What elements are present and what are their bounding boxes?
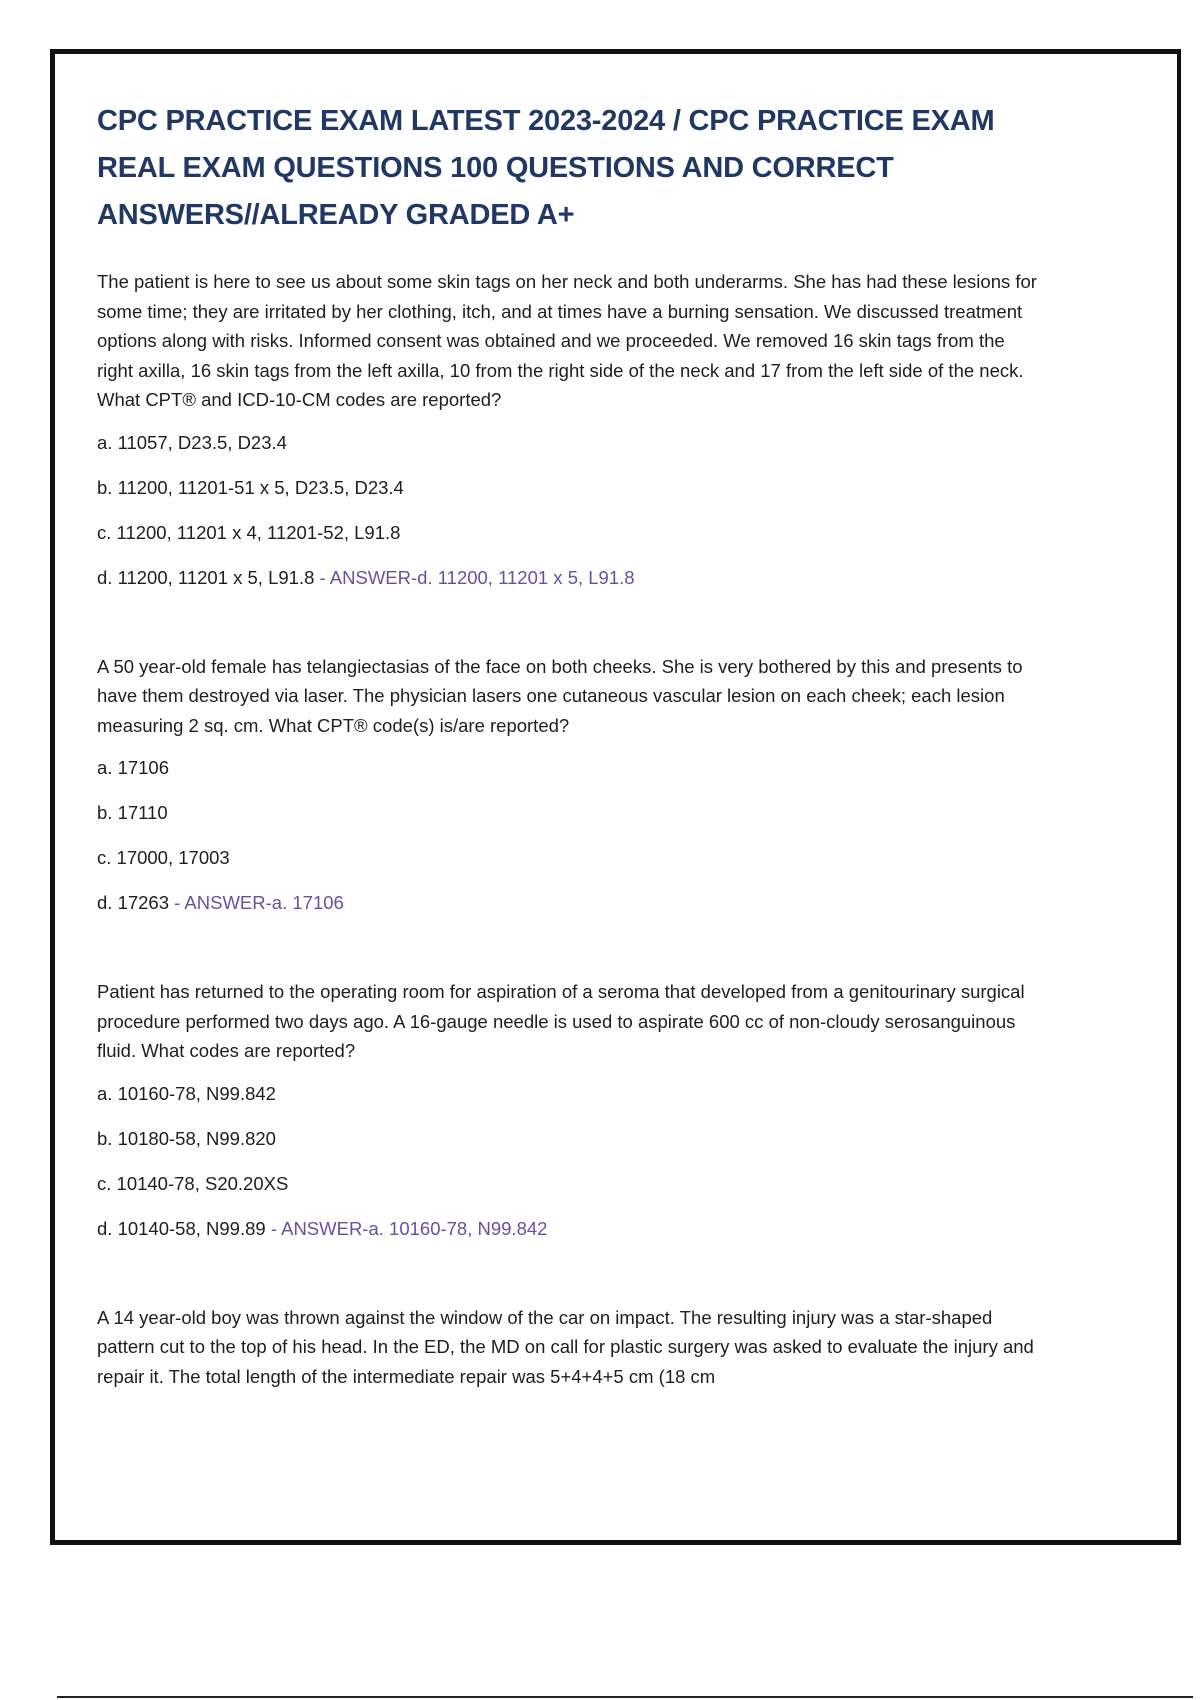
question-3 <box>97 977 1037 1240</box>
footer-divider <box>57 1696 1193 1698</box>
question-text: A 14 year-old boy was thrown against the window of the car on impact. The resulting injury was a star-shaped pattern cut to the top of his head. In the ED, the MD on call for plastic surgery was asked to evaluate the injury and repair it. The total length of the intermediate repair was 5+4+4+5 cm (18 cm <box>97 1306 1034 1387</box>
question-2 <box>97 652 1037 915</box>
option-d <box>97 566 1037 589</box>
option-d <box>97 891 1037 914</box>
document-title: CPC PRACTICE EXAM LATEST 2023-2024 / CPC PRACTICE EXAM REAL EXAM QUESTIONS 100 QUESTIONS AND CORRECT ANSWERS//ALREADY GRADED A+ <box>97 105 995 231</box>
answer-text: - ANSWER-a. 10160-78, N99.842 <box>270 1217 548 1239</box>
option-b: b. 17110 <box>97 802 168 823</box>
answer-text: - ANSWER-d. 11200, 11201 x 5, L91.8 <box>319 566 635 588</box>
option-c: c. 17000, 17003 <box>97 847 230 868</box>
option-a: a. 11057, D23.5, D23.4 <box>97 431 287 453</box>
option-c: c. 11200, 11201 x 4, 11201-52, L91.8 <box>97 521 401 543</box>
question-text: The patient is here to see us about some skin tags on her neck and both underarms. She has had these lesions for some time; they are irritated by her clothing, itch, and at times have a burning sensation. We discussed treatment options along with risks. Informed consent was obtained and we proceeded. We removed 16 skin tags from the right axilla, 16 skin tags from the left axilla, 10 from the right side of the neck and 17 from the left side of the neck. What CPT® and ICD-10-CM codes are reported? <box>97 271 1037 410</box>
spacer <box>97 1240 1037 1303</box>
question-text: Patient has returned to the operating room for aspiration of a seroma that developed from a genitourinary surgical procedure performed two days ago. A 16-gauge needle is used to aspirate 600 cc of non-cloudy serosanguinous fluid. What codes are reported? <box>97 981 1025 1061</box>
spacer <box>97 914 1037 977</box>
option-b: b. 11200, 11201-51 x 5, D23.5, D23.4 <box>97 476 404 498</box>
document-body <box>97 98 1037 1407</box>
option-d-text: d. 11200, 11201 x 5, L91.8 <box>97 566 315 588</box>
option-a: a. 10160-78, N99.842 <box>97 1082 276 1104</box>
option-d-text: d. 10140-58, N99.89 <box>97 1217 266 1239</box>
question-1 <box>97 267 1037 589</box>
option-d-text: d. 17263 <box>97 892 170 913</box>
option-d <box>97 1217 1037 1240</box>
option-b: b. 10180-58, N99.820 <box>97 1127 276 1149</box>
answer-text: - ANSWER-a. 17106 <box>174 892 344 913</box>
question-4 <box>97 1303 1037 1392</box>
spacer <box>97 589 1037 652</box>
question-text: A 50 year-old female has telangiectasias of the face on both cheeks. She is very bothered by this and presents to have them destroyed via laser. The physician lasers one cutaneous vascular lesion on each cheek; each lesion measuring 2 sq. cm. What CPT® code(s) is/are reported? <box>97 655 1023 736</box>
option-c: c. 10140-78, S20.20XS <box>97 1172 289 1194</box>
option-a: a. 17106 <box>97 757 170 778</box>
